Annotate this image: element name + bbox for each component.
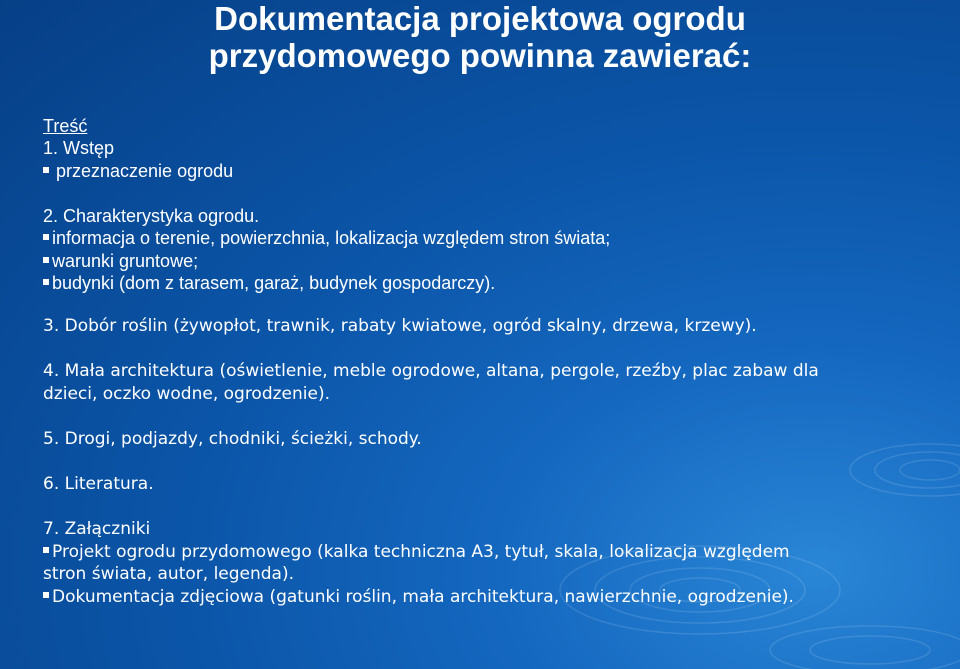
bullet-square-icon <box>43 592 49 598</box>
bullet-text: przeznaczenie ogrodu <box>56 161 234 181</box>
title-line-2: przydomowego powinna zawierać: <box>208 37 752 74</box>
section-1-title: 1. Wstęp <box>43 138 115 158</box>
section-2-bullet <box>43 272 495 294</box>
bullet-square-icon <box>43 279 49 285</box>
section-4-line-2: dzieci, oczko wodne, ogrodzenie). <box>43 384 330 404</box>
section-7-bullet-continuation: stron świata, autor, legenda). <box>43 564 295 584</box>
bullet-square-icon <box>43 257 49 263</box>
bullet-text: informacja o terenie, powierzchnia, lokalizacja względem stron świata; <box>52 228 611 248</box>
section-7-bullet <box>43 541 790 563</box>
section-3: 3. Dobór roślin (żywopłot, trawnik, rabaty kwiatowe, ogród skalny, drzewa, krzewy). <box>43 316 757 336</box>
bullet-text: Dokumentacja zdjęciowa (gatunki roślin, mała architektura, nawierzchnie, ogrodzenie). <box>52 587 794 607</box>
section-2-bullet <box>43 227 610 249</box>
title-line-1: Dokumentacja projektowa ogrodu <box>214 0 746 37</box>
section-2-bullet <box>43 250 198 272</box>
section-7-title: 7. Załączniki <box>43 519 151 539</box>
bullet-text: warunki gruntowe; <box>52 251 199 271</box>
bullet-text: Projekt ogrodu przydomowego (kalka techniczna A3, tytuł, skala, lokalizacja względem <box>52 542 790 562</box>
bullet-square-icon <box>43 167 49 173</box>
section-1-bullet <box>43 160 233 182</box>
bullet-text: budynki (dom z tarasem, garaż, budynek gospodarczy). <box>52 273 496 293</box>
section-2-title: 2. Charakterystyka ogrodu. <box>43 206 260 226</box>
section-7-bullet <box>43 586 794 608</box>
section-6: 6. Literatura. <box>43 474 154 494</box>
bullet-square-icon <box>43 234 49 240</box>
section-4-line-1: 4. Mała architektura (oświetlenie, meble ogrodowe, altana, pergole, rzeźby, plac zabaw dla <box>43 361 819 381</box>
section-5: 5. Drogi, podjazdy, chodniki, ścieżki, schody. <box>43 429 422 449</box>
bullet-square-icon <box>43 547 49 553</box>
content-heading: Treść <box>43 116 88 136</box>
